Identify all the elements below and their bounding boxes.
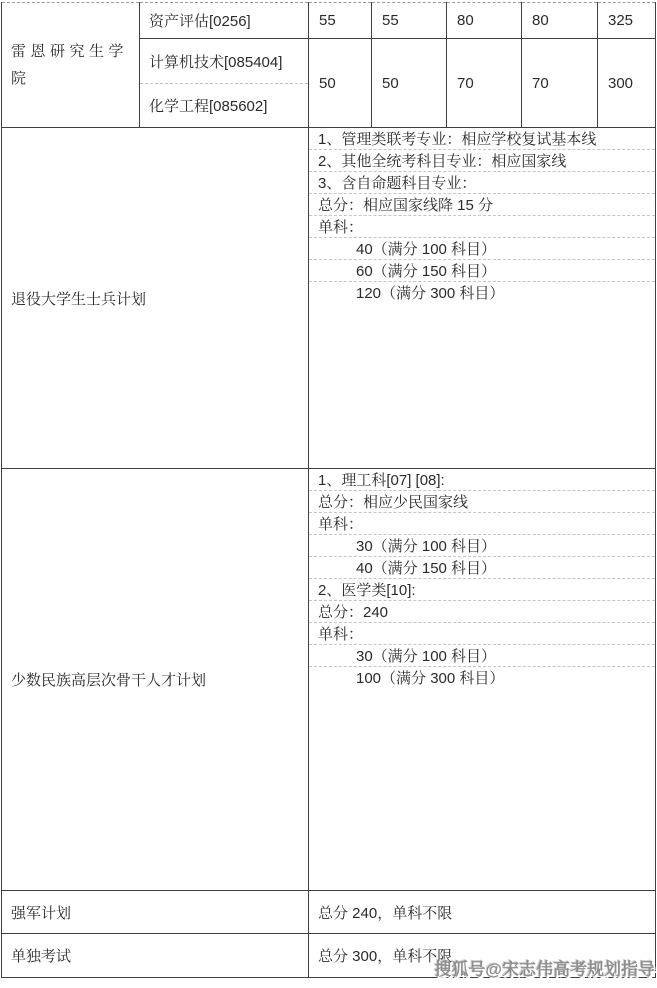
score-cell: 55 bbox=[372, 3, 447, 39]
score-cell: 80 bbox=[447, 3, 522, 39]
table-row bbox=[2, 128, 656, 469]
detail-line: 60（满分 150 科目） bbox=[309, 259, 655, 281]
admission-score-table bbox=[1, 2, 656, 978]
plan-minority-backbone-label: 少数民族高层次骨干人才计划 bbox=[2, 469, 309, 891]
score-cell: 300 bbox=[598, 39, 656, 128]
major-chemical-engineering: 化学工程[085602] bbox=[140, 84, 309, 128]
detail-lines bbox=[309, 128, 655, 303]
table-row bbox=[2, 3, 656, 39]
detail-line: 总分：相应国家线降 15 分 bbox=[309, 193, 655, 215]
score-cell: 55 bbox=[309, 3, 372, 39]
score-cell: 70 bbox=[447, 39, 522, 128]
detail-line: 40（满分 100 科目） bbox=[309, 237, 655, 259]
detail-line: 100（满分 300 科目） bbox=[309, 666, 655, 688]
watermark-text: 搜狐号@宋志伟高考规划指导 bbox=[434, 960, 655, 979]
plan-strong-army-label: 强军计划 bbox=[2, 891, 309, 934]
detail-line: 1、管理类联考专业：相应学校复试基本线 bbox=[318, 131, 597, 148]
plan-retired-soldier-label: 退役大学生士兵计划 bbox=[2, 128, 309, 469]
plan-retired-soldier-detail bbox=[309, 128, 656, 469]
major-asset-evaluation: 资产评估[0256] bbox=[140, 3, 309, 39]
table-row bbox=[2, 891, 656, 934]
detail-lines bbox=[309, 469, 655, 688]
plan-minority-backbone-detail bbox=[309, 469, 656, 891]
score-cell: 80 bbox=[522, 3, 598, 39]
plan-separate-exam-value: 总分 300，单科不限 bbox=[309, 934, 656, 978]
detail-line: 单科： bbox=[309, 512, 655, 534]
major-computer-technology: 计算机技术[085404] bbox=[140, 39, 309, 84]
detail-line: 总分：240 bbox=[309, 600, 655, 622]
detail-line: 单科： bbox=[309, 622, 655, 644]
detail-line: 总分：相应少民国家线 bbox=[309, 490, 655, 512]
score-cell: 70 bbox=[522, 39, 598, 128]
detail-line: 120（满分 300 科目） bbox=[309, 281, 655, 303]
detail-line: 40（满分 150 科目） bbox=[309, 556, 655, 578]
score-cell: 50 bbox=[372, 39, 447, 128]
plan-strong-army-value: 总分 240，单科不限 bbox=[309, 891, 656, 934]
detail-line: 30（满分 100 科目） bbox=[309, 644, 655, 666]
school-cell: 雷恩研究生学院 bbox=[2, 3, 140, 128]
detail-line: 单科： bbox=[309, 215, 655, 237]
table-row bbox=[2, 469, 656, 891]
detail-line: 2、医学类[10]: bbox=[309, 578, 655, 600]
detail-line: 30（满分 100 科目） bbox=[309, 534, 655, 556]
plan-separate-exam-label: 单独考试 bbox=[2, 934, 309, 978]
score-cell: 325 bbox=[598, 3, 656, 39]
score-cell: 50 bbox=[309, 39, 372, 128]
detail-line: 2、其他全统考科目专业：相应国家线 bbox=[309, 149, 655, 171]
detail-line: 3、含自命题科目专业： bbox=[309, 171, 655, 193]
detail-line: 1、理工科[07] [08]: bbox=[318, 472, 445, 489]
